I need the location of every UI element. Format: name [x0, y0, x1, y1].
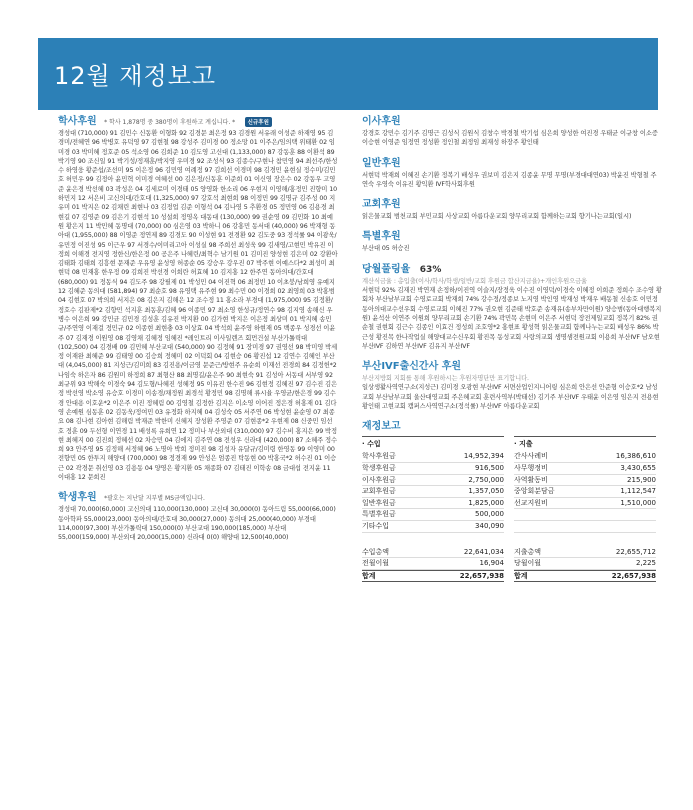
expense-summary-row	[514, 558, 656, 570]
finance-title: 재정보고	[362, 421, 401, 433]
student-support-section	[58, 112, 338, 482]
church-list: 읽은물교회 범천교회 부민교회 사상교회 아름다운교회 양무리교회 함께하는교회 향기나는교회(일시)	[362, 213, 632, 221]
left-column	[58, 112, 338, 548]
income-row	[362, 498, 504, 510]
new-support-badge: 신규후원	[245, 117, 272, 127]
income-column	[362, 436, 504, 582]
income-row-value: 340,090	[475, 521, 504, 530]
church-section	[362, 195, 662, 221]
income-row-label: 학사후원금	[362, 452, 396, 461]
expense-row	[514, 463, 656, 475]
alumni-support-heading	[58, 488, 338, 503]
pooling-rate: 63%	[419, 264, 442, 275]
student-support-title: 학사후원	[58, 116, 97, 127]
graduate-staff-title: 부산IVF출신간사 후원	[362, 361, 462, 373]
student-support-list: 경성대 (710,000) 91 김민수 신동환 이형화 92 김경문 최은정 93 김경원 서유래 이성준 하재영 95 김경미/전혜연 96 박병호 유덕영 97 김현철 98 강성주 김미경 00 정소망 01 이주은/임의택 위태환 02 임미경 03 박미혜 정호준 05 석소영 06 김희준 10 김도영 고신대 (1,133,000) 87 강동훈 88 이환석 89 박기영 90 조신일 91 박기성/정재훈/박지영 우미경 92 조성식 93 김종수/구현나 참민영 94 최선주/한성수 하영웅 황준섭/조선미 95 이은정 96 김민영 여례정 97 김희선 이경미 98 김경민 윤현실 정수미/김민호 허민우 99 김정아 윤민혁 이미경 여혜선 00 김은정/신동훈 이준희 01 이신영 장은수 02 강동우 고영준 윤은경 박선혜 03 곽성은 04 김세로미 이경태 05 양영화 한소리 06 우현지 이영해/홍정민 진향미 10 하민지 12 서은비 고신의대/간호대 (1,325,000) 97 강호석 최현희 98 이정민 99 김명규 김주성 00 지유미 01 박지은 02 김채린 최현나 03 김정업 김준 이형석 04 김나영 5 추환경 05 정민영 06 김용경 최현길 07 김영준 09 김은기 김현석 10 성설희 정영옥 대동대 (130,000) 99 권순영 09 김민화 10 최예원 황은지 11 박민혜 동명대 (70,000) 00 심은영 03 박하니 06 강홍민 동서대 (40,000) 96 박재형 동아대 (1,955,000) 88 이영준 정연제 89 김경도 90 이성현 91 전경환 92 김도중 93 정석률 94 이광욱/유민정 이진성 95 이근우 97 서경수/이미리고아 이성실 98 주희선 최성욱 99 김새영/고현민 박유진 이정희 이해경 전지영 정한신/한은정 00 공은주 나혜린/최혁수 남기원 01 김미진 양성현 김은미 02 강환아 김태화 김태희 김흥현 문재준 우유영 윤성영 허종순 05 강승우 강우진 07 박주현 이예스다*2 최성미 최현덕 08 민재홍 한우정 09 김희진 박선경 이희란 허효혜 10 김지홍 12 한주연 동아의대/간호대 (680,000) 91 정동식 94 김도주 98 강필제 01 박성민 04 이진혁 06 최정빈 10 이초붕/남희영 유예지 12 김혜준 동의대 (581,894) 97 최순호 98 유영택 유주현 99 최수민 00 이경희 02 최영희 03 박홍범 04 김현호 07 박의희 서지은 08 김은지 김해은 12 조수정 11 홍소라 부경대 (1,975,000) 95 김정환/정호수 김판제*2 김향민 석지훈 최동훈/김혜 96 이종민 97 최소영 한성규/정연수 98 김지영 송해신 우병수 이은희 99 강민균 김민경 김성훈 김유진 박지환 00 김가현 박지은 이은정 최상미 01 박지혜 송민규/주연영 이재걸 정민규 02 이종현 최현충 03 이상효 04 박석희 윤주영 하현재 05 백종우 성경선 이윤주 07 김재경 이원영 08 김영채 김혜정 임혜진 *레인트리 이사일렌즈 회먼건설 부산가톨릭대 (102,500) 04 김경배 09 김민혜 부산교대 (540,000) 90 김정혜 91 장미경 97 권영선 98 박미영 박세정 이재완 최혜준 99 김태영 00 김승희 정혜미 02 이덕회 04 김현승 06 황진섭 12 김연수 김혜인 부산대 (4,045,000) 81 지성근/김미희 83 김진용/이금영 문준근/방현주 유순희 이재선 전경희 84 김정헌*2 나임숙 하은자 86 김원미 하정희 87 최형산 88 최명길/윤은주 90 최현숙 91 김성아 서동대 서부영 92 최규위 93 박해숙 이경숙 94 김도형/나혜진 성혜정 95 이유진 한수진 96 김현정 김혜진 97 김수진 김은정 박선영 박소영 유승호 이경미 이송경/채정원 최경석 황정민 98 김명해 류시율 우영균/한은경 99 김수경 안대용 이호운*2 이은주 이진 정혜림 00 김영철 김정한 김지은 이소영 이어진 정은경 허홍재 01 김다영 손예원 심동훈 02 김동욱/정여민 03 유정화 하지혜 04 김성숙 05 서주연 06 박성현 윤순영 07 최종요 08 김나현 김아현 김해림 박재준 박한미 신혜지 장성환 주영준 07 김현종*2 우현제 08 신중민 임선호 정훈 09 두선형 이연경 11 배성록 유희연 12 정미나 부산외대 (310,000) 97 김수비 홍지은 99 박정현 최혜지 00 김진희 정혜선 02 차승민 04 김에지 김주연 08 전성우 신라대 (420,000) 87 소혜주 정수희 93 안주영 95 김정해 서정혜 96 노명아 박희 정미진 98 김성자 유달규/김미령 한영동 99 이영미 00 전향민 05 한투지 해양대 (700,000) 98 정경재 99 안성은 엄종진 탁동현 00 박홍국*2 허수진 01 이승근 02 곽경문 취선영 03 김용동 04 양영은 황지환 05 채종화 07 김태진 이학송 08 금대섭 전지윤 11 이대홍 12 문희진	[58, 130, 338, 481]
income-row-value: 500,000	[475, 510, 504, 519]
income-row-label: 교회후원금	[362, 487, 396, 496]
expense-row	[514, 509, 656, 521]
graduate-staff-section	[362, 357, 662, 411]
alumni-support-note: *괄호는 지난달 지부별 MS금액입니다.	[104, 495, 205, 503]
expense-row	[514, 498, 656, 510]
general-section	[362, 154, 662, 190]
graduate-staff-list: 일상생활사역연구소(지성근) 김미경 오광현 부산IVF 서면산업인지니어링 심은희 안은선 안준형 이승호*2 남성교회 부산남부교회 울산대영교회 주은혜교회 훈련사역부(박태선) 김기주 부산IVF 우태윤 이은영 임은지 전용현 황인태 고현교회 캠퍼스사역연구소(정석률) 부산IVF 아름다운교회	[362, 384, 659, 411]
income-row-value: 1,357,050	[468, 487, 504, 496]
special-list: 부산대 05 허승진	[362, 245, 410, 253]
pooling-title: 당월풀링율	[362, 263, 411, 275]
income-row	[362, 463, 504, 475]
expense-column	[514, 436, 656, 582]
income-row-label: 일반후원금	[362, 498, 396, 507]
expense-row-label: 선교지원비	[514, 498, 548, 507]
income-row	[362, 475, 504, 487]
expense-row-value: 16,386,610	[615, 452, 656, 461]
special-title: 특별후원	[362, 231, 401, 243]
expense-row	[514, 486, 656, 498]
director-section	[362, 112, 662, 148]
income-row-value: 1,825,000	[468, 498, 504, 507]
income-row	[362, 486, 504, 498]
page-title: 12월 재정보고	[54, 62, 217, 90]
church-title: 교회후원	[362, 199, 401, 211]
alumni-support-section	[58, 488, 338, 542]
expense-row	[514, 521, 656, 533]
right-column	[362, 112, 662, 580]
income-summary-row-value: 22,641,034	[463, 547, 504, 556]
income-row-label: 기타수입	[362, 521, 390, 530]
director-list: 강경호 강민수 김기주 김명근 김성식 김원식 김창수 박경철 박기섭 심은희 양성한 여진경 우태균 이규창 이소증 이승현 이영준 임정연 정성환 정인철 최정임 최재성 하장주 황인태	[362, 130, 658, 147]
income-total-value: 22,657,938	[459, 571, 504, 580]
header-banner	[38, 38, 658, 110]
general-title: 일반후원	[362, 157, 401, 169]
general-list: 서현덕 박재희 이혜진 손기환 정복기 배성우 권보미 김은지 김종윤 무명 무명(부경대대연03) 박윤진 박형철 주연숙 우영숙 이유진 황익환 IVF학사회후원	[362, 171, 657, 188]
expense-row-value: 3,430,655	[620, 463, 656, 472]
income-summary-row	[362, 547, 504, 559]
expense-row-label: 사무행정비	[514, 463, 548, 472]
expense-row	[514, 451, 656, 463]
expense-summary-row	[514, 547, 656, 559]
income-row-label: 이사후원금	[362, 475, 396, 484]
income-summary-row-value: 16,904	[479, 559, 504, 568]
income-row-label: 학생후원금	[362, 463, 396, 472]
income-row-value: 14,952,394	[463, 452, 504, 461]
income-row-label: 특별후원금	[362, 510, 396, 519]
income-row-value: 2,750,000	[468, 475, 504, 484]
expense-row-label: 사역활동비	[514, 475, 548, 484]
income-total-row	[362, 570, 504, 583]
expense-total-label: 합계	[514, 571, 528, 580]
graduate-staff-desc: 부산지방회 지회를 통해 후원하시는 후원자명단만 표기합니다.	[362, 375, 529, 383]
expense-row-label: 간사사례비	[514, 452, 548, 461]
income-row	[362, 521, 504, 533]
expense-total-value: 22,657,938	[611, 571, 656, 580]
pooling-list: 서현덕 92% 김재진 박연재 손정하/이진역 이슬지/장정욱 이수진 이영덕/이경숙 이혜정 이희준 정희수 조수영 황회차 부산남부교회 수영로교회 박재희 74% 강수정/정종보 노지영 박인영 박재성 박재우 배동철 신송호 이민정 동아의대교수선우회 수영로교회 이혜진 77% 권오현 김준태 박호준 송재유(송부차만이원) 양승범(동아대행복지원) 윤석산 이연주 이원희 양무리교회 손기환 74% 곽민목 손현미 이은주 서현덕 장전제일교회 정복기 82% 권순철 권현회 김근수 김종인 이효건 정성희 조호영*2 홍현표 황성혁 읽은물교회 함께나누는교회 배성우 86% 박근성 황진목 한나작업실 해양대교수신우회 황진목 동성교회 사랑의교회 생명샘전원교회 이용희 부산IVF 남오현 부산IVF 김하연 부산IVF 김유지 부산IVF	[362, 287, 662, 350]
expense-row-value: 1,112,547	[620, 487, 656, 496]
expense-total-row	[514, 570, 656, 583]
expense-summary-row-label: 당월이월	[514, 559, 542, 568]
expense-header: · 지출	[514, 436, 656, 451]
income-row-value: 916,500	[475, 463, 504, 472]
income-row	[362, 451, 504, 463]
income-summary-row-label: 전월이월	[362, 559, 390, 568]
expense-row-value: 215,900	[627, 475, 656, 484]
pooling-heading	[362, 260, 662, 275]
student-support-heading	[58, 112, 338, 127]
director-title: 이사후원	[362, 116, 401, 127]
income-row	[362, 509, 504, 521]
expense-summary-row-label: 지출총액	[514, 547, 542, 556]
income-summary-row	[362, 558, 504, 570]
special-section	[362, 227, 662, 253]
pooling-formula: 계산식금율 : 총입출(이사/학사/학생/일반/교회 후원금 합산지금율)+개인후원으금율	[362, 277, 588, 285]
income-summary-row-label: 수입총액	[362, 547, 390, 556]
expense-row-label: 중앙회분담금	[514, 487, 555, 496]
alumni-support-title: 학생후원	[58, 492, 97, 504]
expense-summary-row-value: 2,225	[635, 559, 656, 568]
expense-summary-row-value: 22,655,712	[615, 547, 656, 556]
pooling-section	[362, 260, 662, 351]
student-support-note: * 학사 1,878명 중 380명이 후원하고 계십니다. *	[104, 119, 236, 126]
expense-row	[514, 475, 656, 487]
income-total-label: 합계	[362, 571, 376, 580]
expense-row-value: 1,510,000	[620, 498, 656, 507]
alumni-support-list: 경성대 70,000(60,000) 고신의대 110,000(130,000) 고신대 30,000(0) 동아드림 55,000(66,000) 동아학파 55,000(23,000) 동아의대/간호대 30,000(27,000) 동의대 25,000(40,000) 부경대 114,000(97,300) 부산가톨릭대 150,000(0) 부산교대 190,000(185,000) 부산대 55,000(159,000) 부산외대 20,000(15,000) 신라대 0(0) 해양대 12,500(40,000)	[58, 506, 336, 542]
income-header: · 수입	[362, 436, 504, 451]
